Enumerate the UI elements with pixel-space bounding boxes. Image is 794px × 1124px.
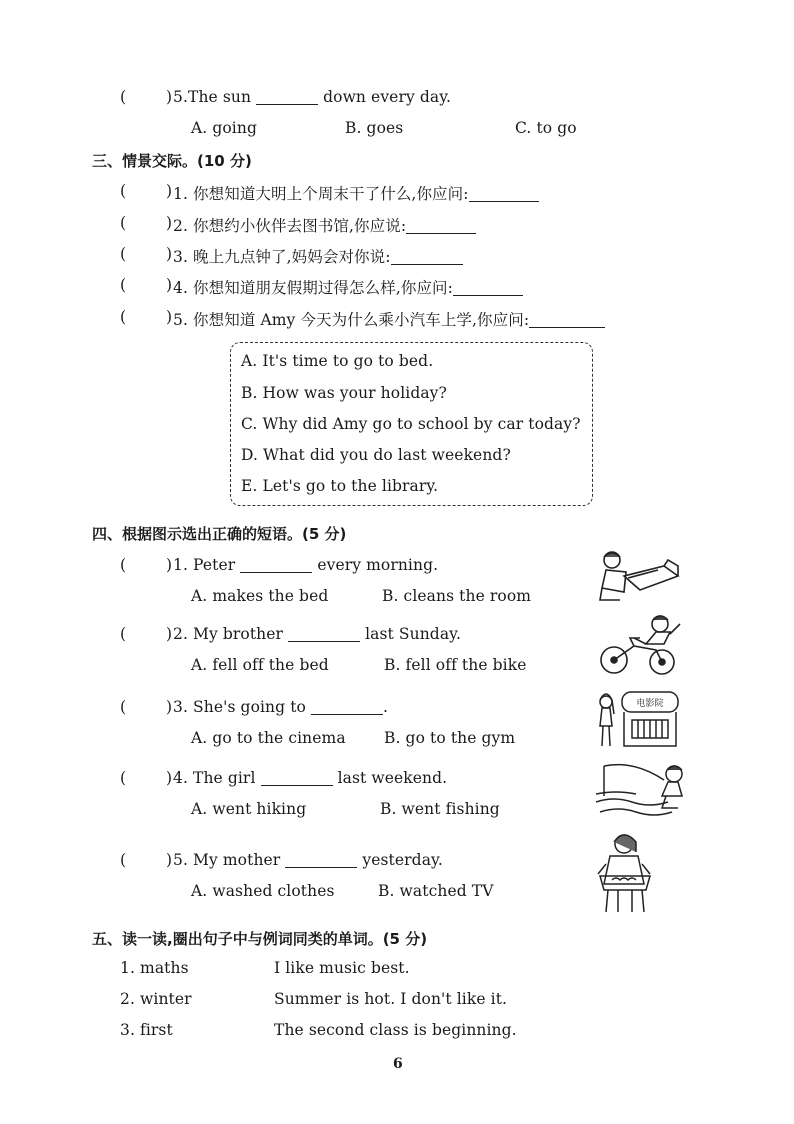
section-4-item-1: [173, 556, 438, 574]
answer-paren-left: (: [120, 851, 127, 869]
question-number: 5.: [173, 851, 188, 869]
option-a: A. went hiking: [191, 800, 307, 818]
option-a: A. washed clothes: [191, 882, 335, 900]
question-text-post: every morning.: [317, 556, 439, 574]
question-text-post: last Sunday.: [365, 625, 461, 643]
answer-paren-left: (: [120, 182, 127, 200]
example-word-1: 1. maths: [120, 959, 189, 977]
section-3-item-2: [173, 214, 476, 236]
girl-and-cinema-illustration: [594, 686, 686, 752]
answer-paren-right: ): [166, 851, 173, 869]
question-text-pre: The sun: [188, 88, 252, 106]
option-a: A. go to the cinema: [191, 729, 346, 747]
option-a: A. going: [191, 119, 257, 137]
sentence-2[interactable]: Summer is hot. I don't like it.: [274, 990, 508, 1008]
question-top-5: [173, 88, 451, 106]
box-option-e: E. Let's go to the library.: [241, 477, 439, 495]
cinema-sign: 电影院: [636, 699, 664, 709]
section-3-item-1: [173, 182, 539, 204]
answer-paren-right: ): [166, 625, 173, 643]
section-3-item-4: [173, 276, 523, 298]
answer-paren-right: ): [166, 556, 173, 574]
answer-paren-left: (: [120, 698, 127, 716]
box-option-b: B. How was your holiday?: [241, 384, 447, 402]
answer-paren-right: ): [166, 698, 173, 716]
answer-paren-right: ): [166, 88, 173, 106]
option-b: B. fell off the bike: [384, 656, 527, 674]
option-b: B. went fishing: [380, 800, 500, 818]
answer-paren-left: (: [120, 276, 127, 294]
answer-paren-left: (: [120, 625, 127, 643]
option-b: B. goes: [345, 119, 404, 137]
answer-paren-left: (: [120, 88, 127, 106]
question-text-post: last weekend.: [337, 769, 448, 787]
answer-paren-left: (: [120, 245, 127, 263]
answer-blank[interactable]: [261, 784, 333, 786]
mother-washing-clothes-illustration: [594, 832, 656, 916]
option-a: A. fell off the bed: [191, 656, 329, 674]
item-text: 1. 你想知道大明上个周末干了什么,你应问:: [173, 185, 469, 203]
answer-paren-right: ): [166, 276, 173, 294]
question-text-pre: My mother: [193, 851, 281, 869]
answer-blank[interactable]: [288, 640, 360, 642]
sentence-1[interactable]: I like music best.: [274, 959, 410, 977]
section-4-item-4: [173, 769, 447, 787]
option-b: B. cleans the room: [382, 587, 532, 605]
option-c: C. to go: [515, 119, 577, 137]
question-number: 2.: [173, 625, 188, 643]
item-text: 5. 你想知道 Amy 今天为什么乘小汽车上学,你应问:: [173, 311, 530, 329]
question-text-post: .: [382, 698, 389, 716]
girl-fishing-illustration: [596, 758, 692, 820]
section-4-item-5: [173, 851, 443, 869]
question-text-post: yesterday.: [362, 851, 443, 869]
section-4-title: 四、根据图示选出正确的短语。(5 分): [92, 525, 347, 543]
box-option-a: A. It's time to go to bed.: [241, 352, 434, 370]
question-text-pre: The girl: [193, 769, 256, 787]
question-number: 3.: [173, 698, 188, 716]
item-text: 4. 你想知道朋友假期过得怎么样,你应问:: [173, 279, 453, 297]
answer-paren-right: ): [166, 769, 173, 787]
answer-paren-left: (: [120, 308, 127, 326]
page-number: 6: [393, 1056, 403, 1072]
question-number: 5.: [173, 88, 188, 106]
answer-blank[interactable]: [240, 571, 312, 573]
section-3-title: 三、情景交际。(10 分): [92, 152, 252, 170]
item-text: 3. 晚上九点钟了,妈妈会对你说:: [173, 248, 391, 266]
answer-blank[interactable]: [406, 232, 476, 234]
question-number: 1.: [173, 556, 188, 574]
section-3-item-3: [173, 245, 463, 267]
question-text-pre: Peter: [193, 556, 236, 574]
answer-paren-right: ): [166, 182, 173, 200]
answer-paren-right: ): [166, 308, 173, 326]
item-text: 2. 你想约小伙伴去图书馆,你应说:: [173, 217, 407, 235]
section-5-title: 五、读一读,圈出句子中与例词同类的单词。(5 分): [92, 930, 428, 948]
answer-blank[interactable]: [256, 103, 318, 105]
boy-making-bed-illustration: [594, 548, 684, 610]
answer-blank[interactable]: [285, 866, 357, 868]
answer-blank[interactable]: [529, 326, 605, 328]
answer-paren-left: (: [120, 769, 127, 787]
option-a: A. makes the bed: [191, 587, 329, 605]
section-4-item-3: [173, 698, 388, 716]
boy-falling-off-bike-illustration: [594, 612, 686, 678]
section-3-item-5: [173, 308, 605, 330]
question-text-pre: She's going to: [193, 698, 306, 716]
answer-blank[interactable]: [391, 263, 463, 265]
option-b: B. watched TV: [378, 882, 494, 900]
question-number: 4.: [173, 769, 188, 787]
section-4-item-2: [173, 625, 461, 643]
answer-blank[interactable]: [453, 294, 523, 296]
example-word-2: 2. winter: [120, 990, 192, 1008]
sentence-3[interactable]: The second class is beginning.: [274, 1021, 517, 1039]
box-option-c: C. Why did Amy go to school by car today?: [241, 415, 581, 433]
box-option-d: D. What did you do last weekend?: [241, 446, 511, 464]
answer-paren-right: ): [166, 214, 173, 232]
question-text-pre: My brother: [193, 625, 284, 643]
answer-paren-left: (: [120, 556, 127, 574]
answer-paren-left: (: [120, 214, 127, 232]
answer-blank[interactable]: [311, 713, 383, 715]
answer-blank[interactable]: [469, 200, 539, 202]
example-word-3: 3. first: [120, 1021, 173, 1039]
answer-paren-right: ): [166, 245, 173, 263]
question-text-post: down every day.: [323, 88, 452, 106]
option-b: B. go to the gym: [384, 729, 516, 747]
